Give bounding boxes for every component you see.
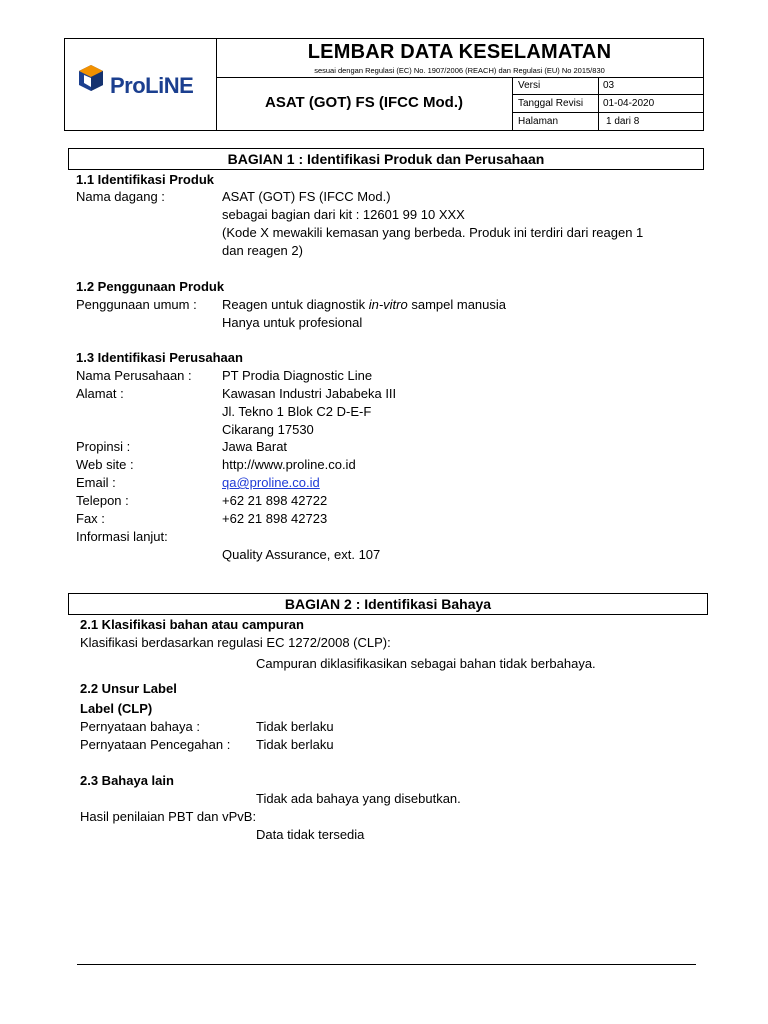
logo-text: ProLiNE [110, 73, 194, 98]
province-label: Propinsi : [76, 439, 131, 454]
classification-text: Klasifikasi berdasarkan regulasi EC 1272/2008 (CLP): [80, 635, 391, 650]
label-clp-heading: Label (CLP) [80, 701, 153, 716]
meta-row-page [512, 113, 703, 130]
other-hazard-value: Tidak ada bahaya yang disebutkan. [256, 791, 461, 806]
trade-name-line: (Kode X mewakili kemasan yang berbeda. Produk ini terdiri dari reagen 1 [222, 225, 644, 240]
pbt-label: Hasil penilaian PBT dan vPvB: [80, 809, 257, 824]
precaution-statement-value: Tidak berlaku [256, 737, 334, 752]
heading-1-1: 1.1 Identifikasi Produk [76, 172, 214, 187]
info-value: Quality Assurance, ext. 107 [222, 547, 381, 562]
province-value: Jawa Barat [222, 439, 288, 454]
regulation-subtitle: sesuai dengan Regulasi (EC) No. 1907/2006 (REACH) dan Regulasi (EU) No 2015/830 [314, 66, 605, 75]
classification-result: Campuran diklasifikasikan sebagai bahan tidak berbahaya. [256, 656, 596, 671]
heading-2-3: 2.3 Bahaya lain [80, 773, 174, 788]
trade-name-line: dan reagen 2) [222, 243, 303, 258]
phone-value: +62 21 898 42722 [222, 493, 328, 508]
product-title: ASAT (GOT) FS (IFCC Mod.) [264, 94, 464, 111]
hazard-statement-value: Tidak berlaku [256, 719, 334, 734]
meta-label: Tanggal Revisi [518, 98, 584, 109]
trade-name-line: ASAT (GOT) FS (IFCC Mod.) [222, 189, 391, 204]
address-line: Cikarang 17530 [222, 422, 314, 437]
email-label: Email : [76, 475, 116, 490]
meta-value: 1 dari 8 [606, 116, 640, 127]
section-1-title: BAGIAN 1 : Identifikasi Produk dan Perusahaan [68, 148, 704, 170]
general-use-label: Penggunaan umum : [76, 297, 197, 312]
fax-label: Fax : [76, 511, 105, 526]
fax-value: +62 21 898 42723 [222, 511, 328, 526]
meta-value: 01-04-2020 [603, 98, 655, 109]
trade-name-label: Nama dagang : [76, 189, 165, 204]
heading-2-2: 2.2 Unsur Label [80, 681, 177, 696]
address-label: Alamat : [76, 386, 124, 401]
heading-1-2: 1.2 Penggunaan Produk [76, 279, 225, 294]
document-title: LEMBAR DATA KESELAMATAN [307, 41, 612, 63]
address-line: Kawasan Industri Jababeka III [222, 386, 397, 401]
address-line: Jl. Tekno 1 Blok C2 D-E-F [222, 404, 372, 419]
logo-cell [65, 39, 217, 130]
footer-divider [77, 964, 696, 965]
pbt-value: Data tidak tersedia [256, 827, 365, 842]
title-row [216, 39, 703, 78]
section-2-title: BAGIAN 2 : Identifikasi Bahaya [68, 593, 708, 615]
heading-1-3: 1.3 Identifikasi Perusahaan [76, 350, 243, 365]
company-label: Nama Perusahaan : [76, 368, 192, 383]
heading-2-1: 2.1 Klasifikasi bahan atau campuran [80, 617, 304, 632]
meta-value: 03 [603, 80, 615, 91]
precaution-statement-label: Pernyataan Pencegahan : [80, 737, 231, 752]
document-header [64, 38, 704, 131]
info-label: Informasi lanjut: [76, 529, 168, 544]
trade-name-line: sebagai bagian dari kit : 12601 99 10 XXX [222, 207, 465, 222]
meta-row-revision-date [512, 95, 703, 113]
meta-row-version [512, 77, 703, 95]
website-label: Web site : [76, 457, 134, 472]
general-use-line2: Hanya untuk profesional [222, 315, 363, 330]
website-value: http://www.proline.co.id [222, 457, 356, 472]
revision-meta [512, 77, 703, 130]
phone-label: Telepon : [76, 493, 129, 508]
hazard-statement-label: Pernyataan bahaya : [80, 719, 200, 734]
email-link[interactable]: qa@proline.co.id [222, 475, 320, 490]
company-value: PT Prodia Diagnostic Line [222, 368, 373, 383]
meta-label: Versi [518, 80, 541, 91]
general-use-value: Reagen untuk diagnostik in-vitro sampel manusia [222, 297, 507, 312]
product-cell [216, 77, 513, 130]
meta-label: Halaman [518, 116, 559, 127]
